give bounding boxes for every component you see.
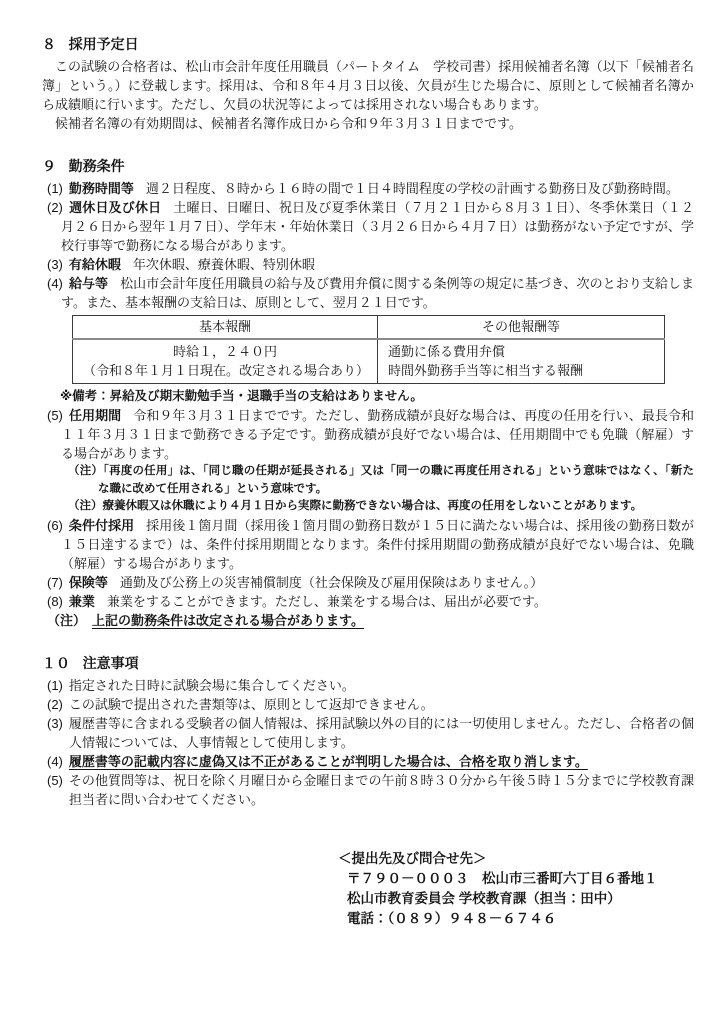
section-9-heading	[42, 156, 694, 176]
s10-item-personal-info	[47, 714, 694, 752]
item-number: (1)	[47, 677, 63, 693]
s9-item-conditional-hire	[47, 516, 694, 573]
contact-title: ＜提出先及び問合せ先＞	[338, 850, 487, 866]
pay-table-header-row	[73, 316, 665, 340]
item-number: (5)	[47, 408, 63, 423]
s9-item-paid-leave	[47, 255, 694, 274]
section-10-heading	[42, 653, 694, 673]
item-label: 有給休暇	[68, 257, 121, 272]
item-text: 令和９年３月３１日までです。ただし、勤務成績が良好な場合は、再度の任用を行い、最長令和１１年３月３１日まで勤務できる予定です。勤務成績が良好でない場合は、任用期間中でも免職（解雇）する場合があります。	[61, 408, 694, 461]
item-label: 任用期間	[68, 408, 122, 423]
s9-conditions-change-note	[47, 611, 694, 630]
item-text: 兼業をすることができます。ただし、兼業をする場合は、届出が必要です。	[106, 593, 547, 609]
item-text: 通勤及び公務上の災害補償制度（社会保険及び雇用保険はありません。）	[119, 574, 544, 590]
s8-paragraph-validity: 候補者名簿の有効期間は、候補者名簿作成日から令和９年３月３１日までです。	[55, 116, 522, 131]
item-text: 履歴書等に含まれる受験者の個人情報は、採用試験以外の目的には一切使用しません。ただし、合格者の個人情報については、人事情報として使用します。	[68, 715, 694, 750]
item-number: (4)	[47, 753, 63, 769]
contact-block	[338, 849, 694, 929]
item-text: 指定された日時に試験会場に集合してください。	[68, 677, 355, 693]
item-number: (6)	[47, 517, 63, 533]
item-number: (5)	[47, 772, 63, 788]
s9-note-medical-leave: （注）療養休暇又は休職により４月１日から実際に勤務できない場合は、再度の任用をしないことがあります。	[68, 500, 643, 512]
commute-compensation: 通勤に係る費用弁償	[388, 344, 506, 359]
pay-table-cell-basic	[73, 339, 378, 384]
section-8-heading	[42, 34, 694, 54]
s9-item-salary	[47, 274, 694, 312]
item-number: (1)	[47, 181, 63, 196]
hourly-wage-note: （令和８年１月１日現在。改定される場合あり）	[83, 363, 370, 378]
item-number: (3)	[47, 715, 63, 731]
s8-paragraph-roster: この試験の合格者は、松山市会計年度任用職員（パートタイム 学校司書）採用候補者名簿（以下「候補者名簿」という。）に登載します。採用は、令和８年４月３日以後、欠員が生じた場合に、原則として候補者名簿から成績順に行います。ただし、欠員の状況等によっては採用されない場合もあります。	[42, 59, 694, 112]
s9-item-work-hours	[47, 179, 694, 198]
contact-postal-address: 〒７９０－０００３ 松山市三番町六丁目６番地１	[347, 870, 658, 886]
section-10-precautions	[42, 653, 694, 809]
item-text-emphasized: 履歴書等の記載内容に虚偽又は不正があることが判明した場合は、合格を取り消します。	[68, 753, 588, 769]
pay-table-cell-other	[378, 339, 665, 384]
s9-item-holidays	[47, 198, 694, 255]
s9-pay-remark: ※備考：昇給及び期末勤勉手当・退職手当の支給はありません。	[60, 389, 423, 403]
item-text: 採用後１箇月間（採用後１箇月間の勤務日数が１５日に満たない場合は、採用後の勤務日数が１５日達するまで）は、条件付採用期間となります。条件付採用期間の勤務成績が良好でない場合は、免職（解雇）する場合があります。	[61, 517, 694, 571]
item-number: (2)	[47, 200, 63, 215]
item-text: この試験で提出された書類等は、原則として返却できません。	[68, 696, 434, 712]
overtime-compensation: 時間外勤務手当等に相当する報酬	[388, 363, 584, 378]
hourly-wage: 時給１，２４０円	[172, 344, 277, 359]
contact-phone: 電話：（０８９）９４８－６７４６	[347, 910, 557, 926]
section-9-number: ９	[42, 158, 56, 174]
item-label: 保険等	[68, 574, 108, 590]
s10-item-false-statement	[47, 752, 694, 771]
item-text: 土曜日、日曜日、祝日及び夏季休業日（７月２１日から８月３１日）、冬季休業日（１２月２６日から翌年１月７日）、学年末・年始休業日（３月２６日から４月７日）は勤務がない予定ですが、学校行事等で勤務になる場合があります。	[61, 200, 694, 253]
section-10-title: 注意事項	[82, 654, 139, 671]
item-label: 週休日及び休日	[68, 200, 162, 215]
s10-item-assembly	[47, 676, 694, 695]
item-text: 週２日程度、８時から１６時の間で１日４時間程度の学校の計画する勤務日及び勤務時間。	[145, 181, 679, 196]
note-underlined-text: 上記の勤務条件は改定される場合があります。	[92, 612, 364, 628]
s9-item-insurance	[47, 573, 694, 592]
item-text: 松山市会計年度任用職員の給与及び費用弁償に関する条例等の規定に基づき、次のとおり支給します。また、基本報酬の支給日は、原則として、翌月２１日です。	[61, 276, 694, 310]
item-number: (8)	[47, 593, 63, 609]
s10-item-documents-return	[47, 695, 694, 714]
section-9-work-conditions	[42, 156, 694, 630]
s9-note-reappointment: （注）「再度の任用」は、「同じ職の任期が延長される」又は「同一の職に再度任用される」という意味ではなく、「新たな職に改めて任用される」という意味です。	[68, 465, 694, 495]
pay-table-header-other: その他報酬等	[378, 316, 665, 340]
section-10-number: １０	[42, 654, 70, 671]
pay-table	[72, 315, 665, 384]
item-number: (3)	[47, 257, 63, 272]
s9-item-side-job	[47, 592, 694, 611]
item-number: (7)	[47, 574, 63, 590]
pay-table-header-basic: 基本報酬	[73, 316, 378, 340]
item-text: その他質問等は、祝日を除く月曜日から金曜日までの午前８時３０分から午後５時１５分までに学校教育課担当者に問い合わせてください。	[68, 772, 694, 807]
note-prefix: （注）	[47, 612, 87, 628]
item-number: (4)	[47, 276, 63, 291]
item-label: 勤務時間等	[68, 181, 134, 196]
section-8-title: 採用予定日	[68, 36, 139, 52]
item-number: (2)	[47, 696, 63, 712]
pay-table-body-row	[73, 339, 665, 384]
section-8-number: ８	[42, 36, 56, 52]
section-8-hiring-date	[42, 34, 694, 133]
s10-item-inquiries	[47, 771, 694, 809]
item-text: 年次休暇、療養休暇、特別休暇	[132, 257, 315, 272]
item-label: 給与等	[68, 276, 109, 291]
s9-item-appointment-period	[47, 406, 694, 463]
contact-office: 松山市教育委員会 学校教育課（担当：田中）	[347, 890, 621, 906]
section-9-title: 勤務条件	[68, 158, 125, 174]
item-label: 兼業	[68, 593, 95, 609]
item-label: 条件付採用	[68, 517, 135, 533]
